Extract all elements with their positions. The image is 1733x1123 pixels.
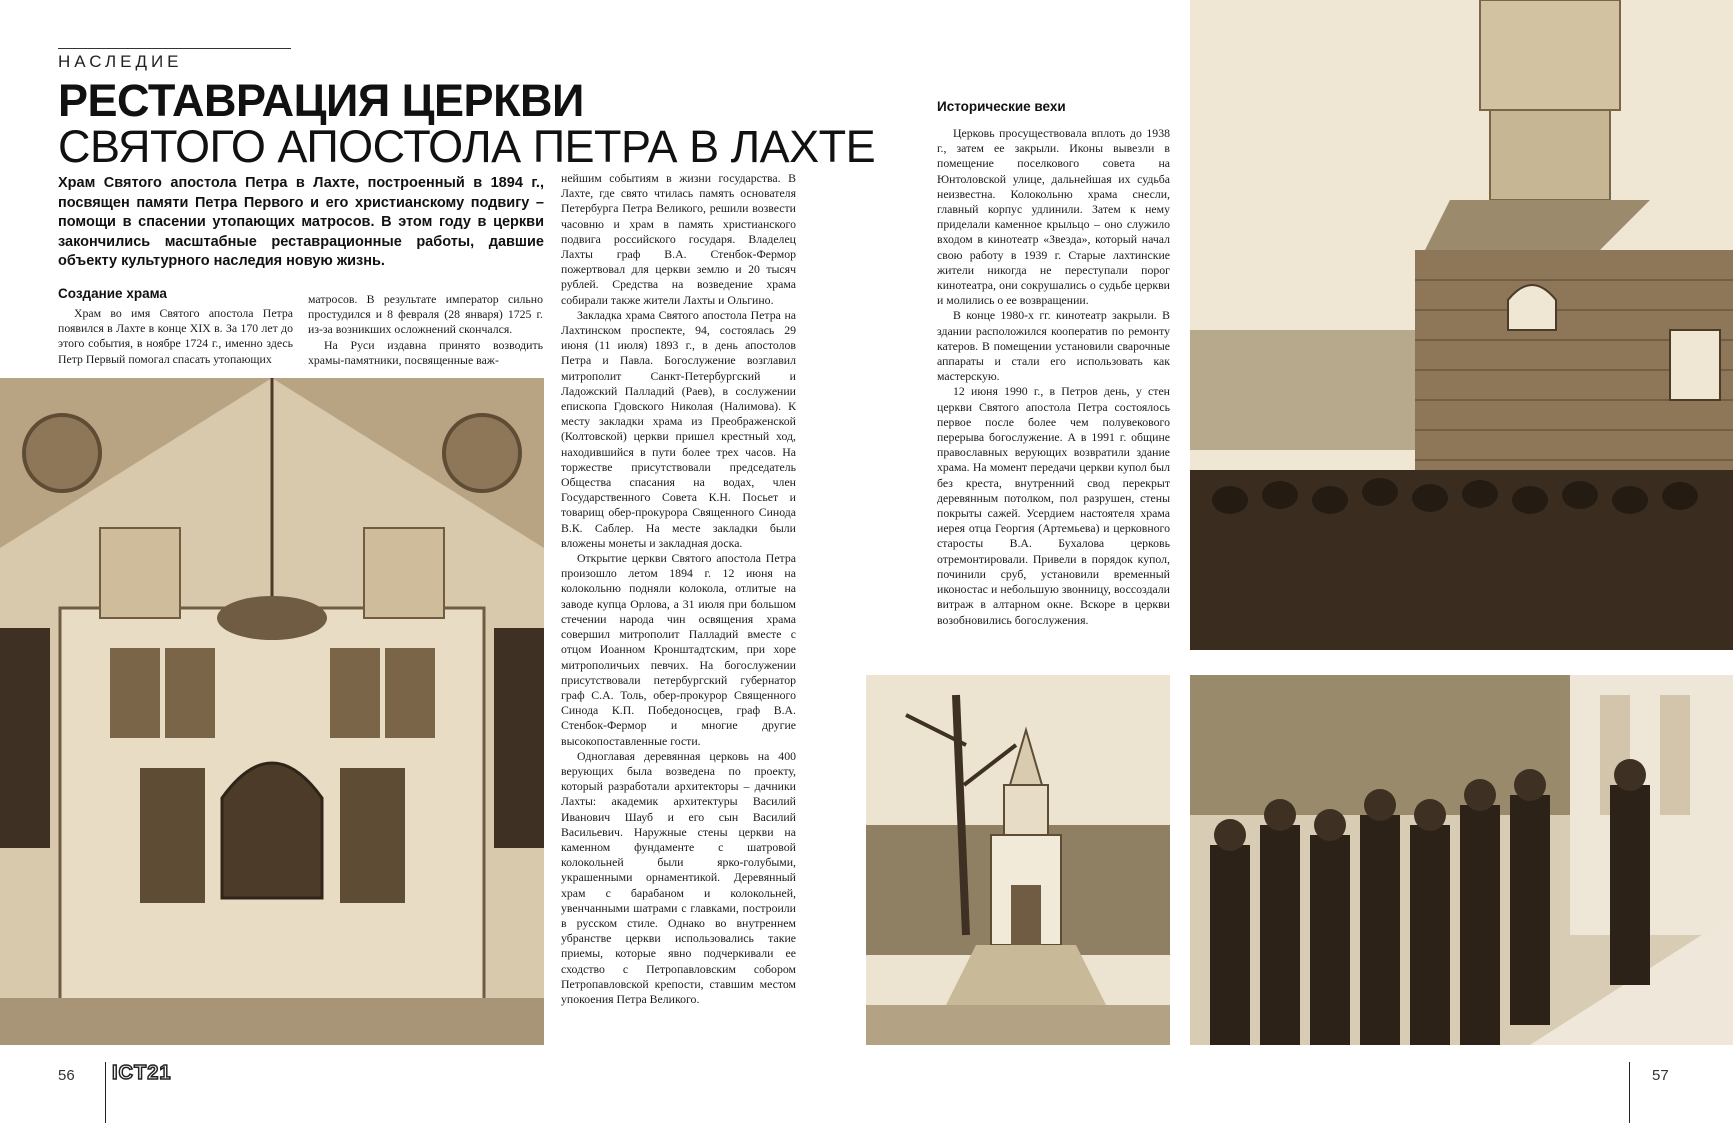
photo-crowd xyxy=(1190,675,1733,1045)
paragraph: нейшим событиям в жизни государства. В Лахте, где свято чтилась память основателя Петербурга Петра Великого, решили возвести часовню и храм в память христианского подвига российского государя. Владелец Лахты граф В.А. Стенбок-Фермор пожертвовал для церкви землю и 20 тысяч рублей. Средства на возведение храма собирали также жители Лахты и Ольгино. xyxy=(561,171,796,307)
photo-iconostasis xyxy=(0,378,544,1045)
section-heading-milestones: Исторические вехи xyxy=(937,99,1066,114)
paragraph: Открытие церкви Святого апостола Петра произошло летом 1894 г. 12 июня на колокольню подняли колокола, отлитые на заводе купца Орлова, а 31 июля при большом стечении народа чин освящения храма совершил митрополит Палладий вместе с отцом Иоанном Кронштадтским, при хоре митрополичьих певчих. На богослужении присутствовали петербургский губернатор граф С.А. Толь, обер-прокурор Священного Синода К.П. Победоносцев, граф В.А. Стенбок-Фермор и многие другие высокопоставленные гости. xyxy=(561,551,796,748)
page-number-left: 56 xyxy=(58,1067,75,1084)
page-number-right: 57 xyxy=(1652,1067,1669,1084)
paragraph: 12 июня 1990 г., в Петров день, у стен церкви Святого апостола Петра состоялось первое после более чем полувекового перерыва богослужение. А в 1991 г. общине православных верующих возвратили здание храма. На момент передачи церкви купол был без креста, внутренний свод перекрыт деревянным потолком, пол разрушен, стены покрыты сажей. Усердием настоятеля храма иерея отца Георгия (Артемьева) и церковного старосты В.А. Бухалова церковь отремонтировали. Привели в порядок купол, починили сруб, установили временный иконостас и небольшую звонницу, воссоздали витраж в алтарном окне. Вскоре в церкви возобновились богослужения. xyxy=(937,384,1170,627)
text-column-4 xyxy=(937,126,1170,628)
iconostasis-illustration xyxy=(0,378,544,1045)
crowd-illustration xyxy=(1190,675,1733,1045)
section-label: НАСЛЕДИЕ xyxy=(58,52,183,71)
page-title-line1: РЕСТАВРАЦИЯ ЦЕРКВИ xyxy=(58,75,584,126)
text-column-3 xyxy=(561,171,796,1007)
paragraph: В конце 1980-х гг. кинотеатр закрыли. В здании расположился кооператив по ремонту катеров. В помещении установили сварочные аппараты и стали его использовать как мастерскую. xyxy=(937,308,1170,384)
photo-chapel xyxy=(866,675,1170,1045)
text-column-1 xyxy=(58,306,293,367)
lead-paragraph: Храм Святого апостола Петра в Лахте, построенный в 1894 г., посвящен памяти Петра Первого и его христианскому подвигу – помощи в спасении утопающих матросов. В этом году в церкви закончились масштабные реставрационные работы, давшие объекту культурного наследия новую жизнь. xyxy=(58,175,544,269)
paragraph: Церковь просуществовала вплоть до 1938 г., затем ее закрыли. Иконы вывезли в помещение поселкового совета на Юнтоловской улице, дальнейшая их судьба неизвестна. Колокольню храма снесли, главный корпус удлинили. Затем к нему приделали каменное крыльцо – оно служило входом в кинотеатр «Звезда», который начал свою работу в 1939 г. Старые лахтинские жители никогда не переступали порог кинотеатра, они сокрушались о судьбе церкви и молились о ее возвращении. xyxy=(937,126,1170,308)
paragraph: На Руси издавна принято возводить храмы-памятники, посвященные важ- xyxy=(308,337,543,367)
paragraph: Закладка храма Святого апостола Петра на Лахтинском проспекте, 94, состоялась 29 июня (11 июля) 1893 г., в день апостолов Петра и Павла. Богослужение возглавил митрополит Санкт-Петербургский и Ладожский Палладий (Раев), в сослужении епископа Гдовского Николая (Налимова). К месту закладки храма из Преображенской (Колтовской) церкви пришел крестный ход, находившийся в пути более трех часов. На торжестве присутствовали председатель Общества спасания на водах, член Государственного Совета К.Н. Посьет и товарищ обер-прокурора Священного Синода В.К. Саблер. На месте закладки были вложены монеты и закладная доска. xyxy=(561,307,796,550)
page-title-line2: СВЯТОГО АПОСТОЛА ПЕТРА В ЛАХТЕ xyxy=(58,121,876,172)
paragraph: Храм во имя Святого апостола Петра появился в Лахте в конце XIX в. За 170 лет до этого события, в ноябре 1724 г., именно здесь Петр Первый помогал спасать утопающих xyxy=(58,306,293,366)
text-column-2 xyxy=(308,292,543,368)
paragraph: матросов. В результате император сильно простудился и 8 февраля (28 января) 1725 г. из-за возникших осложнений скончался. xyxy=(308,292,543,337)
paragraph: Одноглавая деревянная церковь на 400 верующих была возведена по проекту, который разработали архитекторы – дачники Лахты: академик архитектуры Василий Иванович Шауб и его сын Василий Васильевич. Наружные стены церкви на каменном фундаменте с шатровой колокольней были ярко-голубыми, украшенными орнаментикой. Деревянный храм с барабаном и колокольней, увенчанными шатрами с главками, построили в русском стиле. Однако во внутреннем убранстве церкви использовались такие приемы, которые явно подчеркивали ее сходство с Петропавловским собором Петропавловской крепости, ставшим местом упокоения Петра Великого. xyxy=(561,748,796,1006)
photo-church-exterior xyxy=(1190,0,1733,650)
magazine-logo: ICT21 xyxy=(112,1062,172,1084)
section-heading-creation: Создание храма xyxy=(58,286,167,301)
chapel-illustration xyxy=(866,675,1170,1045)
church-exterior-illustration xyxy=(1190,0,1733,650)
